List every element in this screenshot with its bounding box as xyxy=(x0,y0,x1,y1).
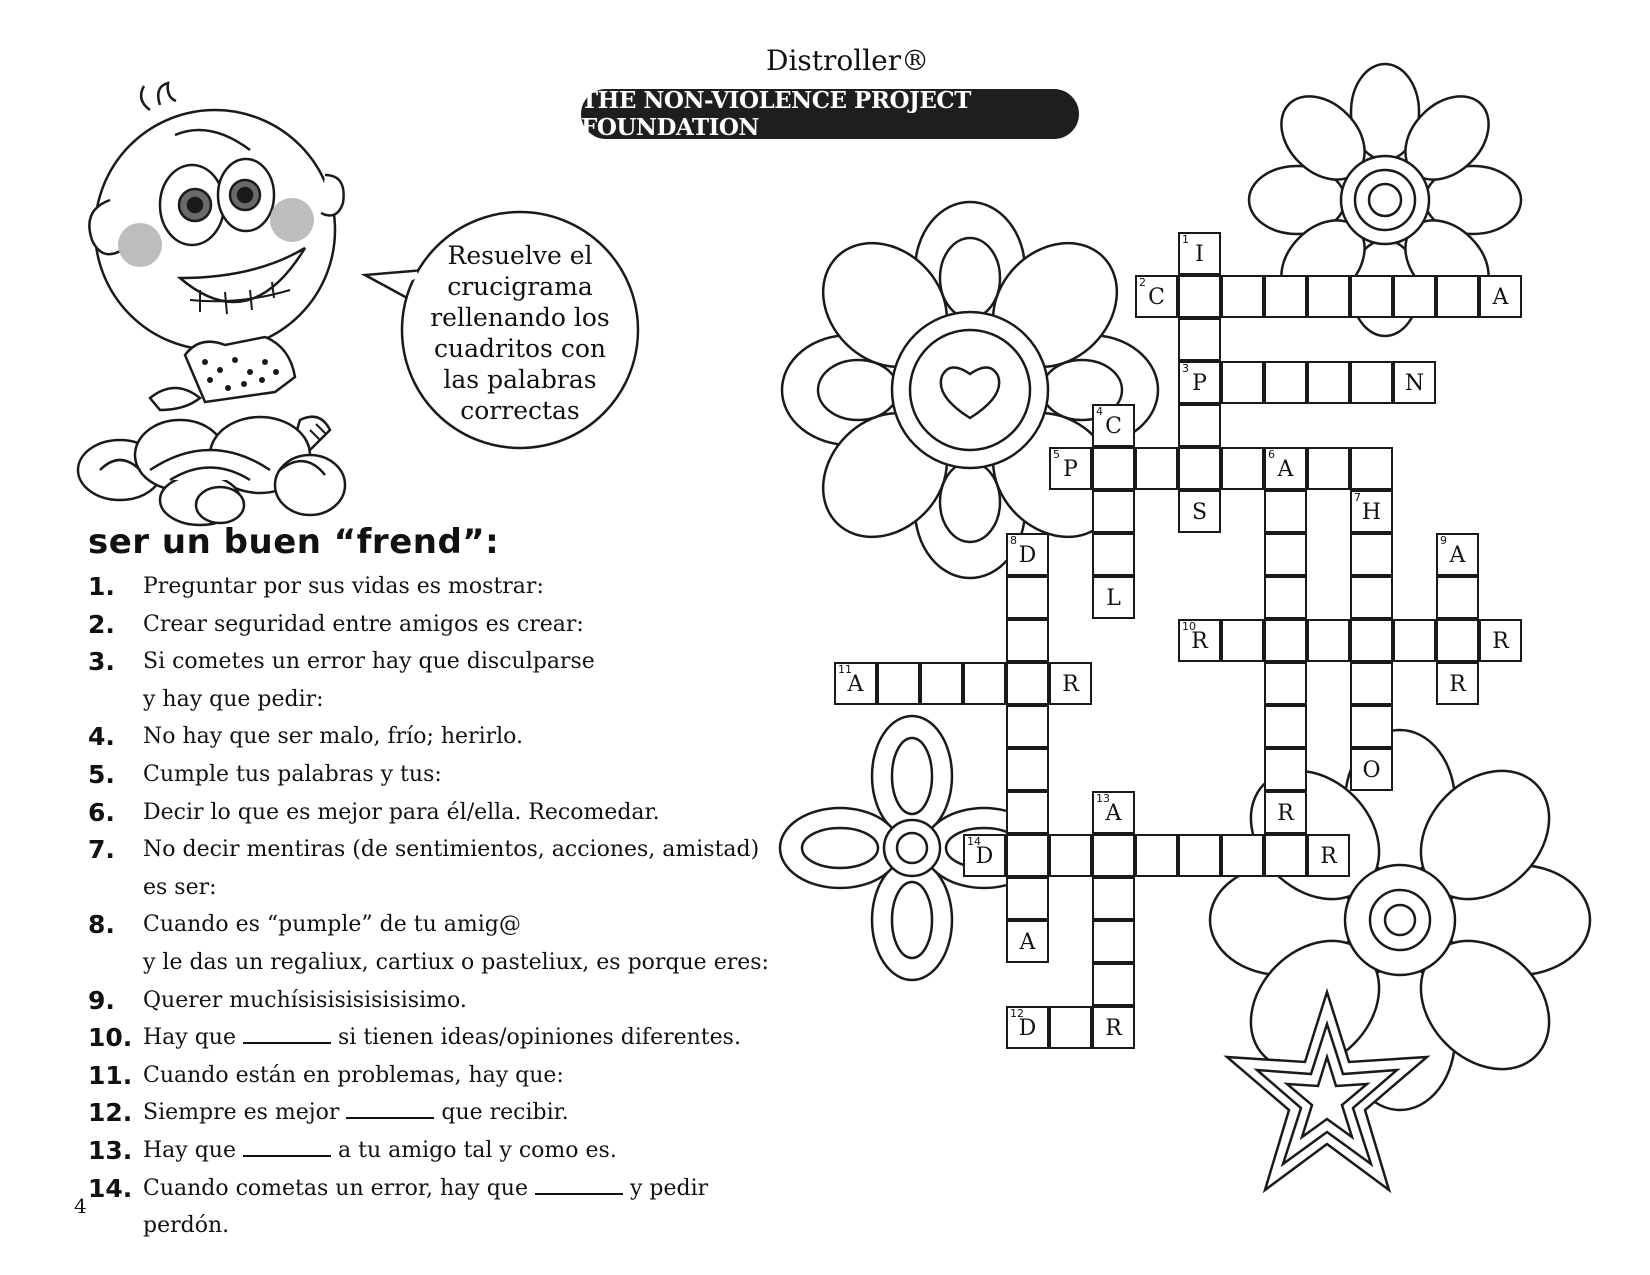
crossword-cell[interactable] xyxy=(1092,920,1135,963)
clue-number: 7. xyxy=(88,835,115,865)
clue-text: Decir lo que es mejor para él/ella. Recomedar. xyxy=(143,799,660,825)
crossword-cell[interactable] xyxy=(1264,619,1307,662)
crossword-cell[interactable] xyxy=(1264,447,1307,490)
cell-letter: A xyxy=(1019,930,1036,955)
clue-text: Siempre es mejor xyxy=(143,1100,340,1126)
crossword-cell[interactable] xyxy=(1221,275,1264,318)
cell-letter: A xyxy=(1492,285,1509,310)
crossword-cell[interactable] xyxy=(1479,275,1522,318)
crossword-cell[interactable] xyxy=(1264,533,1307,576)
crossword-cell[interactable] xyxy=(1178,361,1221,404)
crossword-cell[interactable] xyxy=(1135,275,1178,318)
crossword-cell[interactable] xyxy=(1006,1006,1049,1049)
cell-number: 8 xyxy=(1010,534,1017,547)
crossword-cell[interactable] xyxy=(1436,576,1479,619)
cell-letter: A xyxy=(1449,543,1466,568)
cell-letter: P xyxy=(1192,371,1207,396)
crossword-cell[interactable] xyxy=(1264,748,1307,791)
crossword-cell[interactable] xyxy=(1006,791,1049,834)
crossword-cell[interactable] xyxy=(1350,705,1393,748)
clue-item xyxy=(88,568,788,606)
cell-number: 10 xyxy=(1182,620,1196,633)
crossword-cell[interactable] xyxy=(1092,877,1135,920)
crossword-cell[interactable] xyxy=(1264,705,1307,748)
clue-item xyxy=(88,1132,788,1170)
crossword-cell[interactable] xyxy=(1350,576,1393,619)
cell-letter: R xyxy=(1062,672,1079,697)
crossword-cell[interactable] xyxy=(1092,533,1135,576)
crossword-cell[interactable] xyxy=(1221,447,1264,490)
crossword-cell[interactable] xyxy=(1393,361,1436,404)
cell-number: 1 xyxy=(1182,233,1189,246)
crossword-cell[interactable] xyxy=(1178,834,1221,877)
cell-number: 3 xyxy=(1182,362,1189,375)
crossword-cell[interactable] xyxy=(1479,619,1522,662)
cell-number: 14 xyxy=(967,835,981,848)
crossword-cell[interactable] xyxy=(1178,447,1221,490)
clue-text: Hay que xyxy=(143,1025,236,1051)
bubble-line: crucigrama xyxy=(447,272,593,301)
answer-blank[interactable] xyxy=(243,1024,331,1044)
cell-letter: R xyxy=(1320,844,1337,869)
crossword-cell[interactable] xyxy=(1264,662,1307,705)
cell-letter: R xyxy=(1105,1016,1122,1041)
crossword-cell[interactable] xyxy=(1436,619,1479,662)
clue-text: Querer muchísisisisisisisimo. xyxy=(143,987,467,1013)
crossword-cell[interactable] xyxy=(963,834,1006,877)
bubble-line: cuadritos con xyxy=(434,334,606,363)
crossword-cell[interactable] xyxy=(1006,662,1049,705)
crossword-cell[interactable] xyxy=(1006,533,1049,576)
cell-number: 13 xyxy=(1096,792,1110,805)
cell-letter: L xyxy=(1106,586,1121,611)
crossword-cell[interactable] xyxy=(1350,748,1393,791)
crossword-cell[interactable] xyxy=(1350,533,1393,576)
clue-text: Cumple tus palabras y tus: xyxy=(143,761,442,787)
clue-text-continued: y hay que pedir: xyxy=(143,686,324,712)
crossword-cell[interactable] xyxy=(963,662,1006,705)
clue-number: 9. xyxy=(88,985,115,1015)
cell-letter: P xyxy=(1063,457,1078,482)
crossword-cell[interactable] xyxy=(1307,275,1350,318)
clue-text-after: si tienen ideas/opiniones diferentes. xyxy=(338,1025,741,1051)
clue-text: Cuando están en problemas, hay que: xyxy=(143,1062,564,1088)
clue-item xyxy=(88,794,788,832)
cell-letter: A xyxy=(1277,457,1294,482)
cell-letter: H xyxy=(1361,500,1382,525)
crossword-cell[interactable] xyxy=(1049,834,1092,877)
clue-number: 14. xyxy=(88,1173,133,1203)
crossword-cell[interactable] xyxy=(1092,834,1135,877)
cell-number: 2 xyxy=(1139,276,1146,289)
crossword-cell[interactable] xyxy=(834,662,877,705)
crossword-cell[interactable] xyxy=(1092,404,1135,447)
crossword-cell[interactable] xyxy=(1178,275,1221,318)
kid-character xyxy=(89,83,343,455)
crossword-cell[interactable] xyxy=(1350,490,1393,533)
clue-text: No decir mentiras (de sentimientos, acciones, amistad) es ser: xyxy=(143,837,760,900)
page-number: 4 xyxy=(74,1194,87,1218)
cell-letter: D xyxy=(975,844,994,869)
clue-item xyxy=(88,606,788,644)
cell-number: 6 xyxy=(1268,448,1275,461)
crossword-cell[interactable] xyxy=(1092,576,1135,619)
cell-letter: C xyxy=(1105,414,1122,439)
speech-bubble-text xyxy=(420,240,620,426)
clue-text-after: que recibir. xyxy=(441,1100,569,1126)
clue-text: Crear seguridad entre amigos es crear: xyxy=(143,611,584,637)
clue-text: Preguntar por sus vidas es mostrar: xyxy=(143,574,544,599)
crossword-cell[interactable] xyxy=(1436,662,1479,705)
clue-number: 3. xyxy=(88,647,115,677)
crossword-cell[interactable] xyxy=(1264,361,1307,404)
cell-number: 7 xyxy=(1354,491,1361,504)
bubble-line: correctas xyxy=(460,396,580,425)
cell-letter: R xyxy=(1449,672,1466,697)
crossword-cell[interactable] xyxy=(1178,318,1221,361)
clue-number: 11. xyxy=(88,1060,133,1090)
crossword-cell[interactable] xyxy=(1092,490,1135,533)
crossword-cell[interactable] xyxy=(877,662,920,705)
clue-text-after: y pedir perdón. xyxy=(143,1175,709,1239)
crossword-cell[interactable] xyxy=(1049,1006,1092,1049)
crossword-cell[interactable] xyxy=(1350,662,1393,705)
cell-letter: I xyxy=(1195,242,1204,267)
cell-number: 4 xyxy=(1096,405,1103,418)
clue-item xyxy=(88,1094,788,1132)
clue-list xyxy=(88,568,788,1245)
clue-text: Hay que xyxy=(143,1137,236,1163)
clue-text: Cuando es “pumple” de tu amig@ xyxy=(143,912,521,938)
crossword-cell[interactable] xyxy=(1092,791,1135,834)
crossword-cell[interactable] xyxy=(920,662,963,705)
crossword-cell[interactable] xyxy=(1006,576,1049,619)
clue-item xyxy=(88,906,788,981)
cell-letter: D xyxy=(1018,543,1037,568)
crossword-cell[interactable] xyxy=(1393,619,1436,662)
clue-number: 2. xyxy=(88,609,115,639)
crossword-cell[interactable] xyxy=(1436,533,1479,576)
crossword-cell[interactable] xyxy=(1350,619,1393,662)
clue-number: 10. xyxy=(88,1023,133,1053)
clues-heading: ser un buen “frend”: xyxy=(88,522,500,562)
clue-number: 6. xyxy=(88,797,115,827)
clue-item xyxy=(88,643,788,718)
crossword-cell[interactable] xyxy=(1006,920,1049,963)
cell-letter: R xyxy=(1277,801,1294,826)
crossword-cell[interactable] xyxy=(1006,748,1049,791)
crossword-cell[interactable] xyxy=(1264,275,1307,318)
crossword-cell[interactable] xyxy=(1006,619,1049,662)
clue-item xyxy=(88,1170,788,1245)
crossword-cell[interactable] xyxy=(1264,834,1307,877)
cell-letter: D xyxy=(1018,1016,1037,1041)
crossword-cell[interactable] xyxy=(1006,834,1049,877)
cell-letter: A xyxy=(1105,801,1122,826)
crossword-cell[interactable] xyxy=(1221,361,1264,404)
cell-letter: O xyxy=(1362,758,1381,783)
clue-item xyxy=(88,718,788,756)
crossword-cell[interactable] xyxy=(1350,361,1393,404)
cell-letter: C xyxy=(1148,285,1165,310)
brand-logo-text: Distroller® xyxy=(766,44,930,77)
crossword-cell[interactable] xyxy=(1178,404,1221,447)
crossword-cell[interactable] xyxy=(1221,834,1264,877)
clue-number: 8. xyxy=(88,910,115,940)
foundation-banner: THE NON-VIOLENCE PROJECT FOUNDATION xyxy=(581,89,1079,139)
crossword-cell[interactable] xyxy=(1264,576,1307,619)
clue-number: 5. xyxy=(88,759,115,789)
clue-item xyxy=(88,1057,788,1095)
bubble-line: las palabras xyxy=(443,365,597,394)
clue-text-continued: y le das un regaliux, cartiux o pasteliux, es porque eres: xyxy=(143,949,769,975)
answer-blank[interactable] xyxy=(243,1137,331,1157)
crossword-cell[interactable] xyxy=(1135,447,1178,490)
crossword-cell[interactable] xyxy=(1006,877,1049,920)
cell-letter: R xyxy=(1492,629,1509,654)
crossword-cell[interactable] xyxy=(1049,447,1092,490)
answer-blank[interactable] xyxy=(535,1175,623,1195)
crossword-cell[interactable] xyxy=(1350,275,1393,318)
clue-text-after: a tu amigo tal y como es. xyxy=(338,1137,617,1163)
clue-item xyxy=(88,1019,788,1057)
crossword-cell[interactable] xyxy=(1264,490,1307,533)
cell-number: 11 xyxy=(838,663,852,676)
clue-number: 4. xyxy=(88,722,115,752)
crossword-cell[interactable] xyxy=(1264,791,1307,834)
crossword-cell[interactable] xyxy=(1393,275,1436,318)
crossword-cell[interactable] xyxy=(1221,619,1264,662)
clue-number: 12. xyxy=(88,1098,133,1128)
clue-text: Si cometes un error hay que disculparse xyxy=(143,649,595,675)
clue-number: 13. xyxy=(88,1135,133,1165)
cell-number: 5 xyxy=(1053,448,1060,461)
clue-item xyxy=(88,831,788,906)
crossword-cell[interactable] xyxy=(1350,447,1393,490)
clue-item xyxy=(88,756,788,794)
bubble-line: rellenando los xyxy=(430,303,610,332)
crossword-cell[interactable] xyxy=(1307,834,1350,877)
cell-number: 9 xyxy=(1440,534,1447,547)
clue-item xyxy=(88,982,788,1020)
crossword-cell[interactable] xyxy=(1307,361,1350,404)
answer-blank[interactable] xyxy=(346,1099,434,1119)
crossword-cell[interactable] xyxy=(1092,1006,1135,1049)
cell-letter: R xyxy=(1191,629,1208,654)
clue-number: 1. xyxy=(88,572,115,601)
crossword-cell[interactable] xyxy=(1092,963,1135,1006)
crossword-cell[interactable] xyxy=(1436,275,1479,318)
crossword-cell[interactable] xyxy=(1178,619,1221,662)
cell-letter: S xyxy=(1191,500,1208,525)
crossword-cell[interactable] xyxy=(1307,447,1350,490)
cell-number: 12 xyxy=(1010,1007,1024,1020)
crossword-cell[interactable] xyxy=(1178,490,1221,533)
crossword-cell[interactable] xyxy=(1092,447,1135,490)
clue-text: No hay que ser malo, frío; herirlo. xyxy=(143,724,524,750)
cell-letter: N xyxy=(1404,371,1425,396)
crossword-cell[interactable] xyxy=(1135,834,1178,877)
crossword-cell[interactable] xyxy=(1307,619,1350,662)
crossword-cell[interactable] xyxy=(1049,662,1092,705)
clue-text: Cuando cometas un error, hay que xyxy=(143,1175,528,1201)
crossword-cell[interactable] xyxy=(1006,705,1049,748)
crossword-cell[interactable] xyxy=(1178,232,1221,275)
cell-letter: A xyxy=(847,672,864,697)
bubble-line: Resuelve el xyxy=(447,241,593,270)
